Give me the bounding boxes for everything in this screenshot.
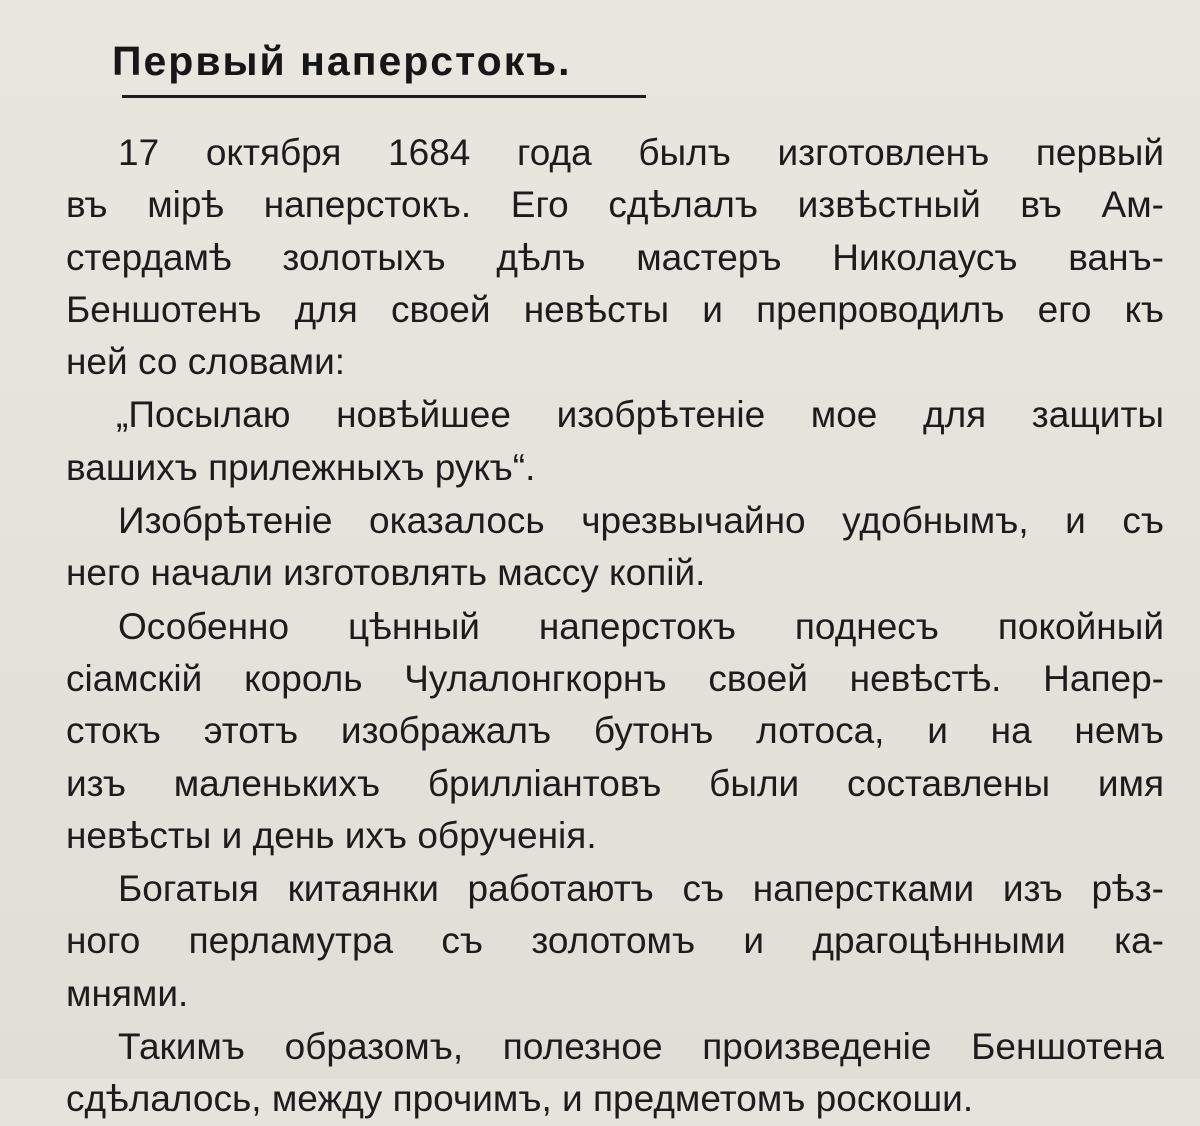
text-line: ней со словами: [66, 341, 346, 383]
text-line: Богатыя китаянки работаютъ съ наперстками изъ рѣз- [118, 868, 1164, 910]
text-line: сіамскій король Чулалонгкорнъ своей невѣстѣ. Напер- [66, 657, 1164, 699]
text-line: мнями. [66, 972, 189, 1014]
text-line: Изобрѣтеніе оказалось чрезвычайно удобнымъ, и съ [118, 500, 1164, 542]
article-title: Первый наперстокъ. [112, 38, 572, 84]
title-underline [122, 95, 646, 98]
text-line: стокъ этотъ изображалъ бутонъ лотоса, и на немъ [66, 710, 1164, 752]
text-line: него начали изготовлять массу копій. [66, 552, 706, 594]
text-line: стердамѣ золотыхъ дѣлъ мастеръ Николаусъ ванъ- [66, 236, 1164, 278]
text-line: 17 октября 1684 года былъ изготовленъ первый [118, 132, 1164, 173]
article-body [66, 127, 1164, 1126]
text-line: изъ маленькихъ брилліантовъ были составлены имя [66, 762, 1164, 804]
text-line: въ мірѣ наперстокъ. Его сдѣлалъ извѣстный въ Ам- [66, 184, 1164, 226]
text-line: Такимъ образомъ, полезное произведеніе Беншотена [118, 1026, 1164, 1068]
text-line: Особенно цѣнный наперстокъ поднесъ покойный [118, 605, 1164, 647]
quote-line: „Посылаю новѣйшее изобрѣтеніе мое для защиты [116, 394, 1164, 436]
text-line: Беншотенъ для своей невѣсты и препроводилъ его къ [66, 288, 1164, 330]
text-line: сдѣлалось, между прочимъ, и предметомъ роскоши. [66, 1078, 974, 1120]
quote-line: вашихъ прилежныхъ рукъ“. [66, 446, 536, 488]
text-line: невѣсты и день ихъ обрученія. [66, 814, 597, 856]
text-line: ного перламутра съ золотомъ и драгоцѣнными ка- [66, 920, 1164, 962]
